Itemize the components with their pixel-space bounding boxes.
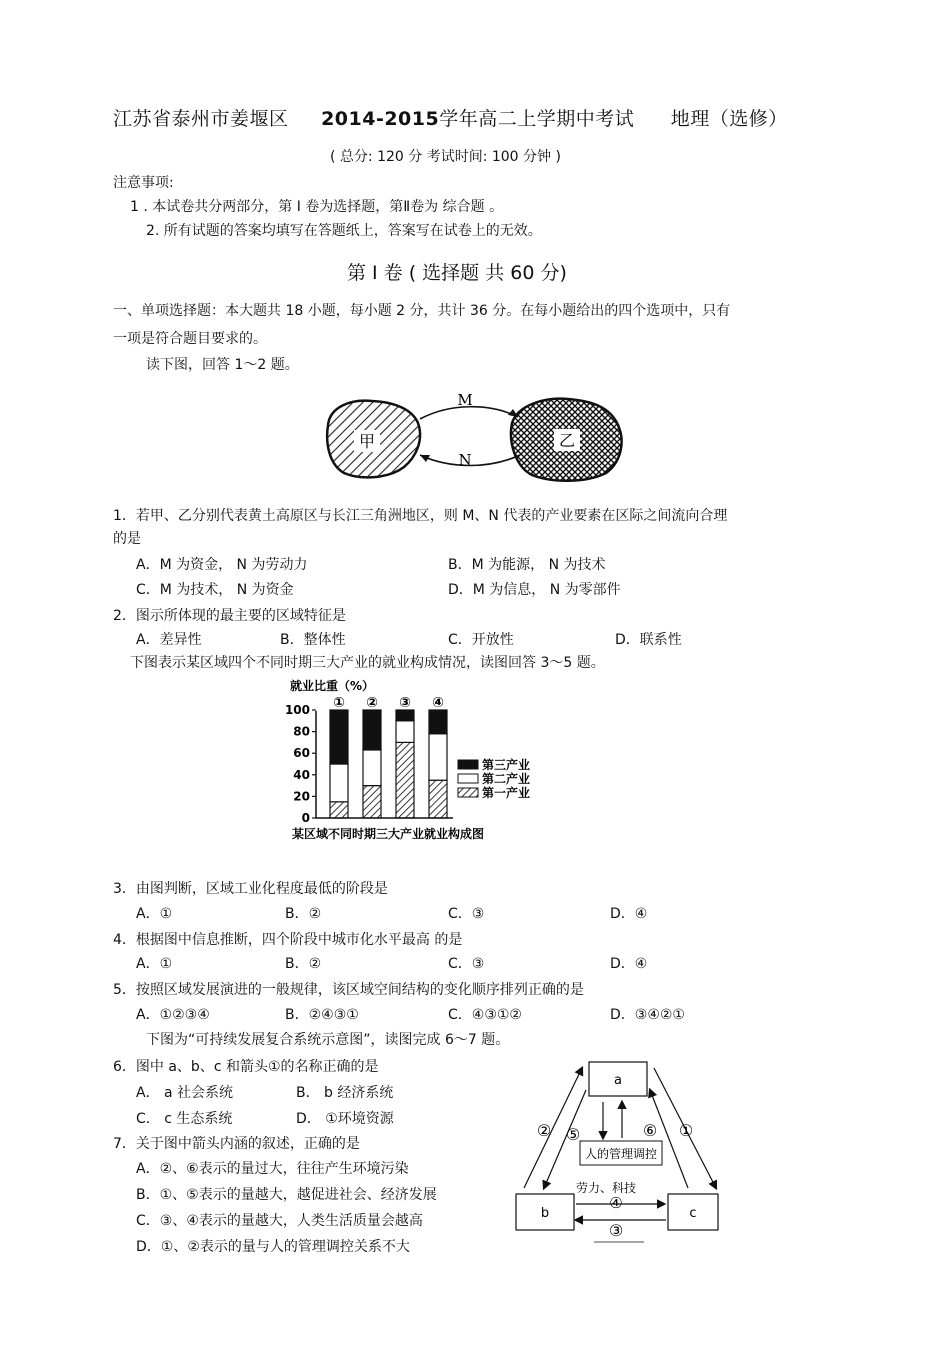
chart-bar-segment-3-1: [396, 742, 414, 818]
chart-legend-label-2: 第二产业: [482, 772, 531, 786]
section-title: 第 I 卷 ( 选择题 共 60 分): [347, 262, 567, 284]
question-1-option-c: C．M 为技术， N 为资金: [136, 582, 294, 598]
question-1-stem-cont: 的是: [113, 531, 141, 547]
chart-bar-segment-4-1: [429, 780, 447, 818]
question-4-option-c: C．③: [448, 956, 485, 972]
exam-title: [113, 104, 788, 131]
arrow-n-label: N: [458, 451, 472, 469]
question-1-option-d: D．M 为信息， N 为零部件: [448, 582, 621, 598]
question-3-option-a: A．①: [136, 906, 173, 922]
section-instruction-2: 一项是符合题目要求的。: [113, 331, 267, 347]
chart-bar-segment-4-3: [429, 710, 447, 734]
chart-bar-segment-1-1: [330, 802, 348, 818]
question-2-option-a: A．差异性: [136, 632, 202, 648]
question-4-option-d: D．④: [610, 956, 648, 972]
sustainable-system-diagram: [510, 1058, 730, 1248]
arrow-label-5: ⑤: [565, 1125, 581, 1144]
region-flow-diagram: [320, 385, 630, 485]
question-4-option-b: B．②: [285, 956, 322, 972]
box-b-label: b: [540, 1206, 550, 1221]
question-2-option-c: C．开放性: [448, 632, 514, 648]
title-subject: 地理（选修）: [670, 108, 788, 130]
question-5-option-c: C．④③①②: [448, 1007, 522, 1023]
question-7-option-d: D．①、②表示的量与人的管理调控关系不大: [136, 1239, 410, 1255]
question-2-option-b: B．整体性: [280, 632, 346, 648]
section-instruction-1: 一、单项选择题：本大题共 18 小题，每小题 2 分，共计 36 分。在每小题给出的四个选项中，只有: [113, 303, 731, 319]
question-7-stem: 7．关于图中箭头内涵的叙述，正确的是: [113, 1136, 360, 1152]
chart-bar-segment-3-2: [396, 721, 414, 743]
lower-label: 劳力、科技: [575, 1181, 637, 1195]
chart-bar-segment-2-3: [363, 710, 381, 750]
chart-category-label-2: ②: [366, 695, 378, 711]
chart-category-label-1: ①: [333, 695, 345, 711]
chart-bar-segment-4-2: [429, 734, 447, 780]
question-7-option-b: B．①、⑤表示的量越大，越促进社会、经济发展: [136, 1187, 437, 1203]
region-yi-label: 乙: [558, 431, 576, 450]
chart-bar-segment-1-2: [330, 764, 348, 802]
intro-q6-7: 下图为“可持续发展复合系统示意图”，读图完成 6～7 题。: [146, 1032, 510, 1048]
chart-legend-label-3: 第一产业: [482, 786, 531, 800]
notes-heading: 注意事项:: [113, 175, 174, 191]
question-5-option-b: B．②④③①: [285, 1007, 359, 1023]
question-2-stem: 2．图示所体现的最主要的区域特征是: [113, 608, 346, 624]
chart-bar-segment-2-2: [363, 750, 381, 786]
chart-category-label-3: ③: [399, 695, 411, 711]
arrow-label-2: ②: [536, 1121, 552, 1140]
question-6-option-b: B． b 经济系统: [296, 1085, 394, 1101]
exam-subtitle: ( 总分: 120 分 考试时间: 100 分钟 ): [330, 149, 561, 165]
chart-category-label-4: ④: [432, 695, 444, 711]
question-3-option-d: D．④: [610, 906, 648, 922]
intro-q3-5: 下图表示某区域四个不同时期三大产业的就业构成情况，读图回答 3～5 题。: [130, 655, 605, 671]
question-1-stem: 1．若甲、乙分别代表黄土高原区与长江三角洲地区，则 M、N 代表的产业要素在区际之间流向合理: [113, 508, 728, 524]
chart-ylabel: 就业比重（%）: [290, 679, 375, 693]
chart-bar-segment-3-3: [396, 710, 414, 721]
arrow-label-6: ⑥: [642, 1121, 658, 1140]
intro-q1-2: 读下图，回答 1～2 题。: [146, 357, 299, 373]
chart-title: 某区域不同时期三大产业就业构成图: [292, 827, 485, 841]
box-c-label: c: [689, 1206, 697, 1221]
question-2-option-d: D．联系性: [615, 632, 682, 648]
question-5-option-d: D．③④②①: [610, 1007, 685, 1023]
chart-bar-segment-2-1: [363, 786, 381, 818]
question-4-stem: 4．根据图中信息推断，四个阶段中城市化水平最高 的是: [113, 932, 463, 948]
chart-legend-label-1: 第三产业: [482, 758, 531, 772]
title-year: 2014-2015: [321, 108, 440, 130]
question-6-stem: 6．图中 a、b、c 和箭头①的名称正确的是: [113, 1059, 379, 1075]
chart-ytick-label: 80: [293, 724, 310, 739]
question-7-option-c: C．③、④表示的量越大，人类生活质量会越高: [136, 1213, 423, 1229]
note-item-1: 1 . 本试卷共分两部分，第 I 卷为选择题，第Ⅱ卷为 综合题 。: [130, 199, 504, 215]
arrow-label-1: ①: [678, 1121, 694, 1140]
box-a-label: a: [614, 1073, 622, 1088]
question-7-option-a: A．②、⑥表示的量过大，往往产生环境污染: [136, 1161, 409, 1177]
chart-legend-swatch-1: [458, 760, 478, 769]
question-3-stem: 3．由图判断，区域工业化程度最低的阶段是: [113, 881, 388, 897]
chart-legend-swatch-3: [458, 788, 478, 797]
chart-bar-segment-1-3: [330, 710, 348, 764]
question-3-option-c: C．③: [448, 906, 485, 922]
arrow-label-4: ④: [609, 1194, 623, 1212]
arrow-m-label: M: [457, 391, 473, 409]
region-jia-label: 甲: [358, 432, 376, 451]
chart-ytick-label: 40: [293, 767, 310, 782]
chart-legend-swatch-2: [458, 774, 478, 783]
title-exam: 学年高二上学期中考试: [439, 108, 635, 130]
question-6-option-d: D． ①环境资源: [296, 1111, 394, 1127]
question-6-option-a: A． a 社会系统: [136, 1085, 234, 1101]
question-1-option-a: A．M 为资金， N 为劳动力: [136, 557, 308, 573]
question-6-option-c: C． c 生态系统: [136, 1111, 233, 1127]
chart-ytick-label: 20: [293, 789, 310, 804]
note-item-2: 2. 所有试题的答案均填写在答题纸上，答案写在试卷上的无效。: [146, 223, 542, 239]
question-3-option-b: B．②: [285, 906, 322, 922]
title-location: 江苏省泰州市姜堰区: [113, 108, 289, 130]
chart-ytick-label: 60: [293, 746, 310, 761]
question-4-option-a: A．①: [136, 956, 173, 972]
question-5-option-a: A．①②③④: [136, 1007, 210, 1023]
question-1-option-b: B．M 为能源， N 为技术: [448, 557, 606, 573]
employment-structure-chart: [278, 676, 548, 846]
arrow-label-3: ③: [608, 1221, 624, 1240]
center-label: 人的管理调控: [584, 1147, 658, 1161]
question-5-stem: 5．按照区域发展演进的一般规律，该区域空间结构的变化顺序排列正确的是: [113, 982, 584, 998]
chart-ytick-label: 0: [301, 811, 310, 825]
chart-ytick-label: 100: [284, 703, 310, 717]
